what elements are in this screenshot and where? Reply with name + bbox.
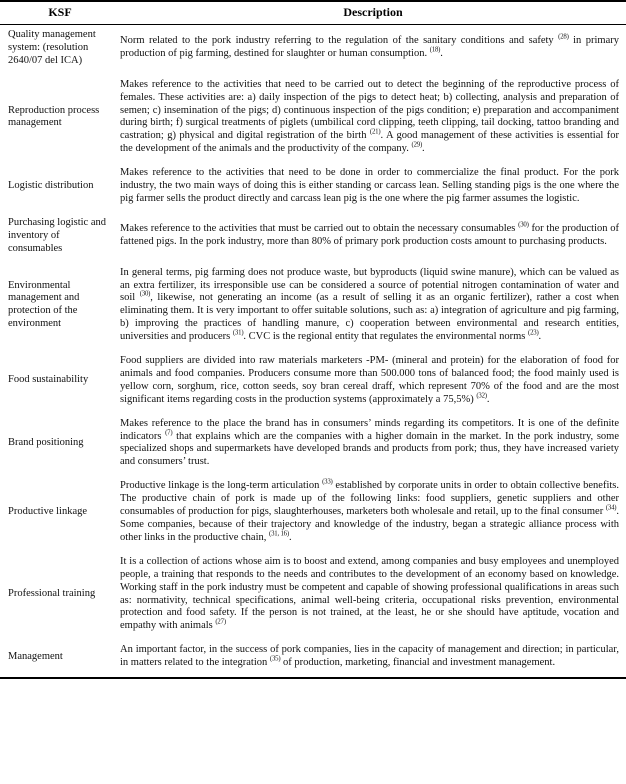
ksf-label: Management <box>8 650 63 662</box>
table-row <box>0 476 626 552</box>
ksf-label: Purchasing logistic and inventory of consumables <box>8 216 106 254</box>
ksf-description: An important factor, in the success of pork companies, lies in the capacity of management and direction; in particular, in matters related to the integration $^{(35)}$ of production, marketing, financial and investment management. <box>120 644 619 669</box>
ksf-description: Productive linkage is the long-term articulation $^{(33)}$ established by corporate units in order to obtain collective benefits. The productive chain of pork is made up of the following links: food suppliers, genetic suppliers and other consumables of production for pigs, slaughterhouses, marketers both wholesale and retail, up to the final consumer $^{(34)}$. Some companies, because of their trajectory and knowledge of the industry, began a strategic alliance process with other links in the productive chain, $^{(31, 16)}$. <box>120 478 619 543</box>
reference-superscript: (23) <box>528 329 539 337</box>
ksf-description: Norm related to the pork industry referring to the regulation of the sanitary conditions and safety $^{(28)}$ in primary production of pig farming, destined for slaughter or human consumption. $^{(18)}$. <box>120 33 619 60</box>
reference-superscript: (32) <box>476 392 487 400</box>
table-row <box>0 640 626 678</box>
reference-superscript: (34) <box>605 504 617 512</box>
ksf-label: Brand positioning <box>8 437 84 449</box>
ksf-description: Makes reference to the place the brand has in consumers’ minds regarding its competitors. It is one of the definite indicators $^{(7)}$ that explains which are the companies with a higher domain in the market. In the pork industry, some specialized shops and supermarkets have developed brands and products from pork; thus, they have increased variety and consumers’ trust. <box>120 417 619 468</box>
ksf-description: In general terms, pig farming does not produce waste, but byproducts (liquid swine manure), which can be valued as an extra fertilizer, its irresponsible use can be considered a source of potential nitrogen contamination of water and soil $^{(30)}$, likewise, not generating an income (as a result of selling it as an organic fertilizer), rather a cost when eliminating them. It is very important to offer suitable solutions, such as: a) integration of agriculture and pig farming, b) improving the practices of handling manure, c) cooperation between environmental and research entities, universities and producers $^{(31)}$. CVC is the regional entity that regulates the environmental norms $^{(23)}$. <box>120 266 620 343</box>
ksf-label: Environmental management and protection of the environment <box>8 279 80 330</box>
reference-superscript: (28) <box>558 33 569 41</box>
table-body <box>0 25 626 679</box>
ksf-label: Food sustainability <box>8 374 89 386</box>
table-row <box>0 75 626 163</box>
table-row <box>0 213 626 263</box>
reference-superscript: (33) <box>322 478 333 486</box>
ksf-label: Reproduction process management <box>8 104 100 129</box>
reference-superscript: (35) <box>269 655 281 663</box>
table-row <box>0 25 626 75</box>
ksf-description: Makes reference to the activities that must be carried out to obtain the necessary consumables $^{(30)}$ for the production of fattened pigs. In the pork industry, more than 80% of primary pork production costs amount to purchasing products. <box>120 221 620 248</box>
table-row <box>0 263 626 351</box>
reference-superscript: (29) <box>411 141 423 149</box>
table-header-row <box>0 1 626 25</box>
table-row <box>0 414 626 477</box>
reference-superscript: (18) <box>429 46 441 54</box>
ksf-label: Logistic distribution <box>8 180 94 192</box>
ksf-description: It is a collection of actions whose aim is to boost and extend, among companies and busy employees and unemployed people, a training that responds to the needs and contributes to the development of an economy based on knowledge. Working staff in the pork industry must be competent and capable of showing professional qualifications in areas such as: normativity, technical specifications, animal well-being criteria, occupational risks prevention, environmental protection and food safety. If the person is not trained, at the least, he or she should have aptitude, vocation and empathy with animals $^{(27)}$ <box>120 555 619 632</box>
table-row <box>0 351 626 414</box>
reference-superscript: (27) <box>215 618 226 626</box>
reference-superscript: (31) <box>232 329 244 337</box>
reference-superscript: (21) <box>369 128 381 136</box>
ksf-label: Quality management system: (resolution 2640/07 del ICA) <box>8 29 96 66</box>
table-row <box>0 163 626 213</box>
column-header-ksf: KSF <box>0 1 120 25</box>
column-header-description: Description <box>120 1 626 25</box>
ksf-description: Makes reference to the activities that need to be done in order to commercialize the final product. For the pork industry, the two main ways of doing this is either standing or carcass lean. Selling standing pigs is the one where the pig farmer sells the product directly and carcass lean pig is the one where the pig farmer assumes the logistic. <box>120 167 619 204</box>
reference-superscript: (30) <box>518 221 529 229</box>
table-row <box>0 552 626 640</box>
ksf-label: Professional training <box>8 588 96 600</box>
reference-superscript: (30) <box>139 290 151 298</box>
ksf-description: Food suppliers are divided into raw materials marketers -PM- (mineral and protein) for the elaboration of food for animals and food companies. Producers consume more than 500.000 tons of balanced food; the food mainly used is yellow corn, sorghum, rice, cotton seeds, soy bran cereal draff, which represent 70% of the food and are the most significant items regarding costs in the production systems (approximately a 75,5%) $^{(32)}$. <box>120 355 619 405</box>
table-header <box>0 1 626 25</box>
reference-superscript: (7) <box>165 429 173 437</box>
reference-superscript: (31, 16) <box>269 530 289 538</box>
ksf-label: Productive linkage <box>8 506 88 518</box>
ksf-description: Makes reference to the activities that need to be carried out to detect the beginning of the reproductive process of females. These activities are: a) daily inspection of the pigs to detect heat; b) collecting, analysis and preparation of semen; c) insemination of the pigs; d) continuous inspection of the pigs condition; e) preparation and accompaniment during birth; f) surgical treatments of piglets (umbilical cord clipping, teeth clipping, tail docking, tattoo branding and castration; g) physical and digital registration of the birth $^{(21)}$. A good management of these activities is essential for the development of the animals and the productivity of the company. $^{(29)}$. <box>120 78 619 155</box>
